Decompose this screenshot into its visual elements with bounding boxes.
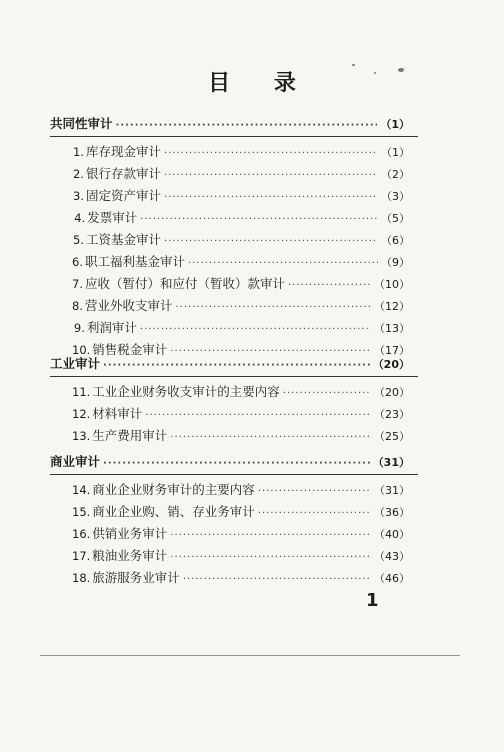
page-title: 目 录 <box>208 71 314 96</box>
toc-entry <box>72 230 410 250</box>
toc-entry <box>72 208 410 228</box>
entry-number: 4. <box>74 211 86 225</box>
toc-entry <box>72 546 410 566</box>
page-reference: （3） <box>381 190 410 203</box>
entry-number: 17. <box>72 549 91 563</box>
entry-number: 12. <box>72 407 91 421</box>
scan-edge-line <box>40 655 460 656</box>
page-reference: （13） <box>374 322 410 335</box>
entry-title: 销售税金审计 <box>92 342 168 357</box>
entry-number: 14. <box>72 483 91 497</box>
toc-entry <box>72 502 410 522</box>
dot-leader <box>176 298 372 318</box>
toc-entry <box>72 524 410 544</box>
dot-leader <box>170 548 371 568</box>
page-reference: （31） <box>374 484 410 497</box>
page-reference: （9） <box>381 256 410 269</box>
entry-number: 5. <box>72 233 84 247</box>
toc-section-heading <box>50 354 410 374</box>
page-reference: （36） <box>374 506 410 519</box>
entry-title: 职工福利基金审计 <box>84 254 185 269</box>
dot-leader <box>116 116 378 136</box>
dot-leader <box>140 320 371 340</box>
dot-leader <box>164 188 378 208</box>
scan-speck <box>374 72 376 74</box>
entry-number: 6. <box>72 255 83 269</box>
section-title: 共同性审计 <box>50 116 113 131</box>
toc-entry <box>72 252 410 272</box>
toc-entry <box>72 318 410 338</box>
entry-number: 11. <box>72 385 91 399</box>
entry-number: 7. <box>72 277 83 291</box>
dot-leader <box>288 276 371 296</box>
page-reference: （6） <box>381 234 410 247</box>
section-title: 工业审计 <box>50 356 101 371</box>
toc-section-heading <box>50 114 410 134</box>
page-reference: （2） <box>381 168 410 181</box>
entry-title: 营业外收支审计 <box>84 298 173 313</box>
entry-number: 15. <box>72 505 91 519</box>
entry-number: 8. <box>72 299 83 313</box>
entry-title: 发票审计 <box>87 210 138 225</box>
entry-title: 应收（暂付）和应付（暂收）款审计 <box>84 276 285 291</box>
entry-title: 商业企业购、销、存业务审计 <box>92 504 255 519</box>
page-reference: （43） <box>374 550 410 563</box>
entry-title: 材料审计 <box>92 406 143 421</box>
dot-leader <box>103 356 370 376</box>
dot-leader <box>103 454 370 474</box>
dot-leader <box>258 482 371 502</box>
dot-leader <box>164 166 378 186</box>
toc-entry <box>72 186 410 206</box>
dot-leader <box>183 570 371 590</box>
dot-leader <box>170 526 371 546</box>
entry-number: 18. <box>72 571 91 585</box>
toc-entry <box>72 296 410 316</box>
page-number: 1 <box>366 590 379 611</box>
toc-entry <box>72 164 410 184</box>
dot-leader <box>170 428 371 448</box>
entry-title: 银行存款审计 <box>85 166 161 181</box>
toc-entry <box>72 142 410 162</box>
toc-entry <box>72 480 410 500</box>
section-divider <box>50 136 418 137</box>
dot-leader <box>164 232 378 252</box>
entry-number: 3. <box>72 189 84 203</box>
entry-title: 生产费用审计 <box>92 428 168 443</box>
scan-speck <box>352 64 355 66</box>
dot-leader <box>258 504 371 524</box>
page-reference: （12） <box>374 300 410 313</box>
entry-title: 供销业务审计 <box>92 526 168 541</box>
entry-number: 10. <box>72 343 91 357</box>
page-reference: （17） <box>374 344 410 357</box>
page-reference: （46） <box>374 572 410 585</box>
entry-number: 13. <box>72 429 91 443</box>
entry-title: 旅游服务业审计 <box>92 570 180 585</box>
page-reference: （23） <box>374 408 410 421</box>
entry-number: 1. <box>72 145 84 159</box>
entry-number: 2. <box>72 167 84 181</box>
page-reference: （1） <box>380 118 410 131</box>
section-divider <box>50 474 418 475</box>
page-reference: （25） <box>374 430 410 443</box>
entry-title: 粮油业务审计 <box>92 548 168 563</box>
toc-entry <box>72 404 410 424</box>
entry-title: 库存现金审计 <box>85 144 161 159</box>
page-reference: （5） <box>381 212 410 225</box>
entry-number: 9. <box>73 321 85 335</box>
toc-entry <box>72 274 410 294</box>
dot-leader <box>164 144 378 164</box>
entry-title: 固定资产审计 <box>85 188 161 203</box>
entry-title: 工业企业财务收支审计的主要内容 <box>92 384 280 399</box>
toc-entry <box>72 426 410 446</box>
dot-leader <box>283 384 371 404</box>
scan-speck <box>398 68 404 72</box>
entry-title: 工资基金审计 <box>85 232 161 247</box>
entry-number: 16. <box>72 527 91 541</box>
page-reference: （20） <box>372 358 410 371</box>
entry-title: 利润审计 <box>86 320 137 335</box>
section-title: 商业审计 <box>50 454 101 469</box>
page-reference: （40） <box>374 528 410 541</box>
page-reference: （10） <box>374 278 410 291</box>
section-divider <box>50 376 418 377</box>
dot-leader <box>145 406 371 426</box>
page-reference: （20） <box>374 386 410 399</box>
dot-leader <box>140 210 378 230</box>
toc-section-heading <box>50 452 410 472</box>
page-reference: （31） <box>372 456 410 469</box>
entry-title: 商业企业财务审计的主要内容 <box>92 482 255 497</box>
toc-entry <box>72 568 410 588</box>
page-reference: （1） <box>381 146 410 159</box>
dot-leader <box>188 254 378 274</box>
toc-entry <box>72 382 410 402</box>
